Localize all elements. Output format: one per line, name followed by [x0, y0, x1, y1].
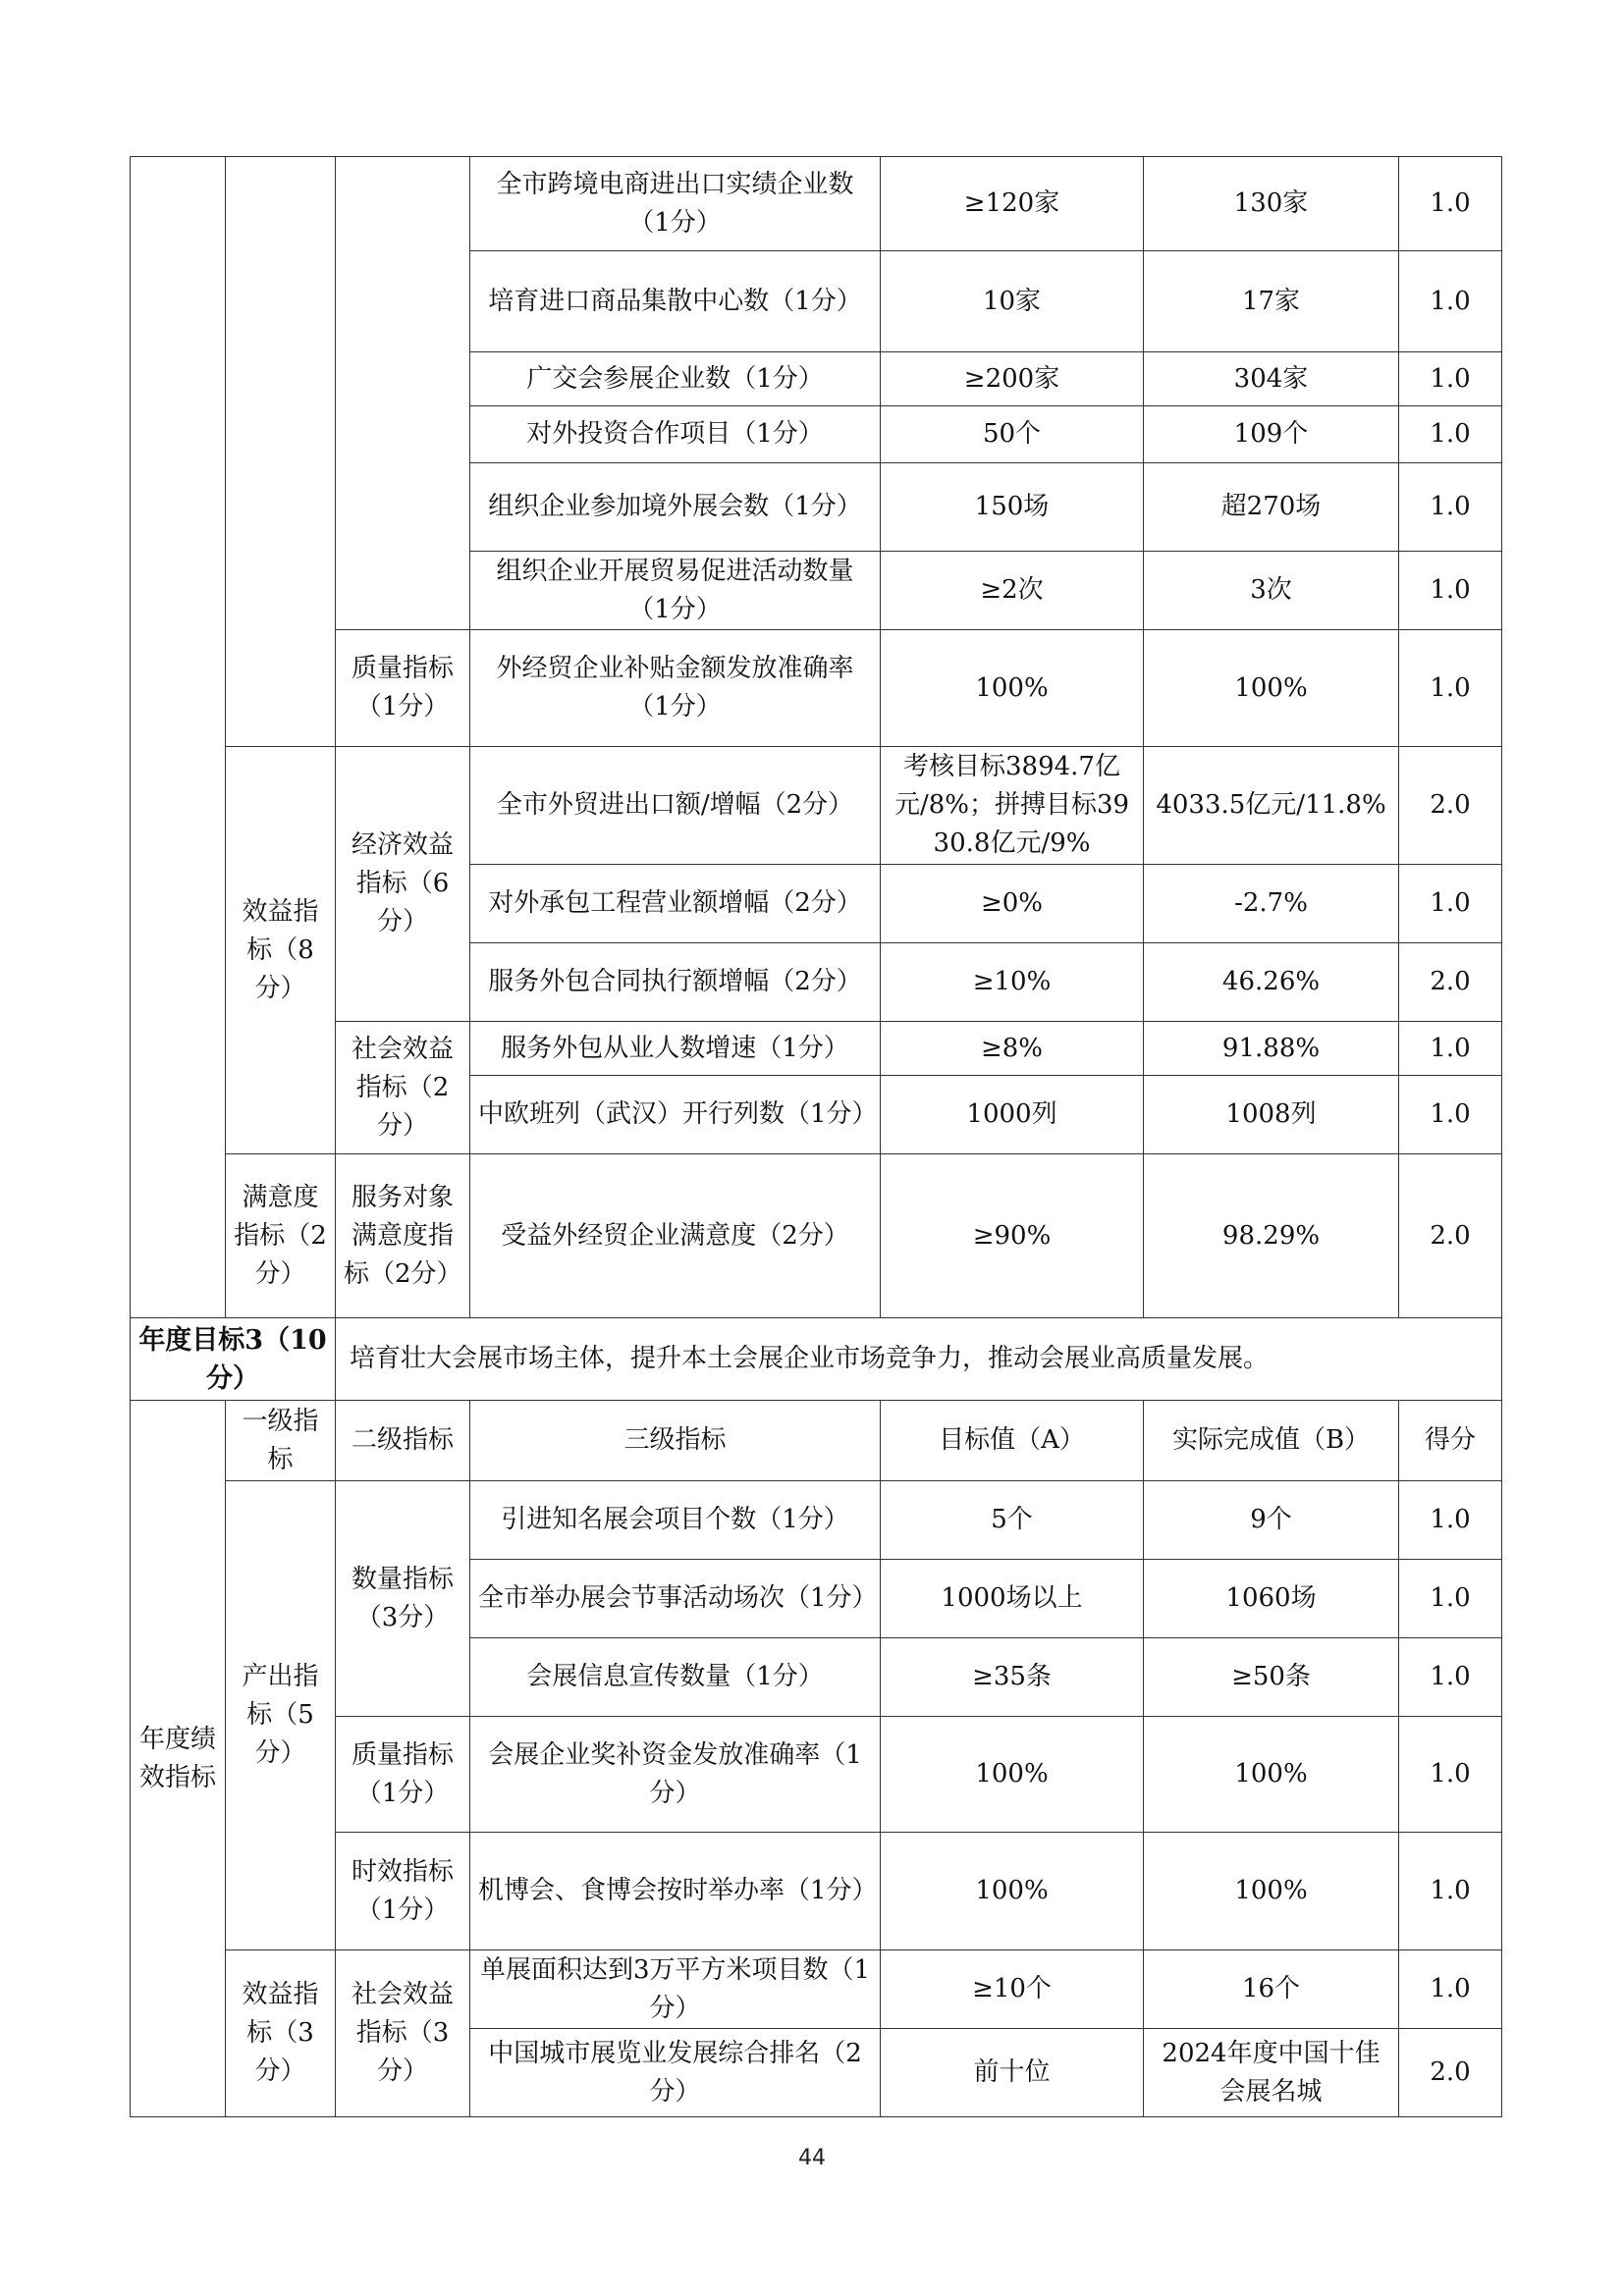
level3-indicator: 组织企业开展贸易促进活动数量（1分）	[470, 552, 881, 630]
level3-indicator: 广交会参展企业数（1分）	[470, 352, 881, 406]
target-value: 150场	[881, 463, 1144, 552]
score: 1.0	[1399, 157, 1502, 251]
actual-value: 1060场	[1144, 1560, 1399, 1638]
actual-value: 17家	[1144, 251, 1399, 352]
actual-value: 1008列	[1144, 1076, 1399, 1154]
table-row	[131, 157, 1502, 251]
level3-indicator: 全市举办展会节事活动场次（1分）	[470, 1560, 881, 1638]
level1-indicator: 效益指标（8分）	[226, 747, 336, 1154]
score: 1.0	[1399, 552, 1502, 630]
target-value: ≥10%	[881, 943, 1144, 1022]
target-value: 考核目标3894.7亿元/8%；拼搏目标3930.8亿元/9%	[881, 747, 1144, 865]
level3-indicator: 外经贸企业补贴金额发放准确率（1分）	[470, 630, 881, 747]
actual-value: 304家	[1144, 352, 1399, 406]
target-value: 50个	[881, 406, 1144, 463]
score: 1.0	[1399, 1076, 1502, 1154]
level3-indicator: 引进知名展会项目个数（1分）	[470, 1481, 881, 1560]
level3-indicator: 会展企业奖补资金发放准确率（1分）	[470, 1717, 881, 1833]
annual-goal-text: 培育壮大会展市场主体，提升本土会展企业市场竞争力，推动会展业高质量发展。	[336, 1318, 1502, 1401]
level2-indicator: 质量指标（1分）	[336, 630, 470, 747]
actual-value: 16个	[1144, 1950, 1399, 2029]
header-target: 目标值（A）	[881, 1401, 1144, 1481]
level2-indicator: 质量指标（1分）	[336, 1717, 470, 1833]
score: 1.0	[1399, 1950, 1502, 2029]
table-row	[131, 1833, 1502, 1950]
score: 1.0	[1399, 630, 1502, 747]
actual-value: 46.26%	[1144, 943, 1399, 1022]
score: 1.0	[1399, 1833, 1502, 1950]
target-value: 100%	[881, 1833, 1144, 1950]
score: 1.0	[1399, 352, 1502, 406]
level3-indicator: 全市外贸进出口额/增幅（2分）	[470, 747, 881, 865]
level1-indicator: 产出指标（5分）	[226, 1481, 336, 1950]
table-row	[131, 1481, 1502, 1560]
level3-indicator: 组织企业参加境外展会数（1分）	[470, 463, 881, 552]
actual-value: 130家	[1144, 157, 1399, 251]
annual-goal-label: 年度目标3（10分）	[131, 1318, 336, 1401]
level3-indicator: 对外投资合作项目（1分）	[470, 406, 881, 463]
score: 1.0	[1399, 1717, 1502, 1833]
level3-indicator: 中国城市展览业发展综合排名（2分）	[470, 2029, 881, 2117]
level2-indicator: 数量指标（3分）	[336, 1481, 470, 1717]
target-value: ≥90%	[881, 1154, 1144, 1318]
level3-indicator: 对外承包工程营业额增幅（2分）	[470, 865, 881, 943]
actual-value: 4033.5亿元/11.8%	[1144, 747, 1399, 865]
level2-indicator: 社会效益指标（3分）	[336, 1950, 470, 2117]
score: 2.0	[1399, 1154, 1502, 1318]
score: 2.0	[1399, 943, 1502, 1022]
score: 1.0	[1399, 251, 1502, 352]
level2-indicator: 时效指标（1分）	[336, 1833, 470, 1950]
actual-value: 109个	[1144, 406, 1399, 463]
score: 1.0	[1399, 1481, 1502, 1560]
actual-value: -2.7%	[1144, 865, 1399, 943]
level3-indicator: 单展面积达到3万平方米项目数（1分）	[470, 1950, 881, 2029]
actual-value: 3次	[1144, 552, 1399, 630]
target-value: ≥120家	[881, 157, 1144, 251]
level2-indicator: 社会效益指标（2分）	[336, 1022, 470, 1154]
header-level3: 三级指标	[470, 1401, 881, 1481]
level1-indicator: 效益指标（3分）	[226, 1950, 336, 2117]
performance-indicator-table	[130, 156, 1502, 2117]
header-actual: 实际完成值（B）	[1144, 1401, 1399, 1481]
actual-value: 100%	[1144, 1833, 1399, 1950]
table-row	[131, 1950, 1502, 2029]
table-row	[131, 1717, 1502, 1833]
score: 1.0	[1399, 1022, 1502, 1076]
actual-value: 超270场	[1144, 463, 1399, 552]
score: 1.0	[1399, 1560, 1502, 1638]
level3-indicator: 机博会、食博会按时举办率（1分）	[470, 1833, 881, 1950]
target-value: 5个	[881, 1481, 1144, 1560]
header-score: 得分	[1399, 1401, 1502, 1481]
level3-indicator: 服务外包从业人数增速（1分）	[470, 1022, 881, 1076]
table-row	[131, 1154, 1502, 1318]
score: 2.0	[1399, 747, 1502, 865]
target-value: 10家	[881, 251, 1144, 352]
level3-indicator: 培育进口商品集散中心数（1分）	[470, 251, 881, 352]
target-value: 前十位	[881, 2029, 1144, 2117]
level1-indicator: 满意度指标（2分）	[226, 1154, 336, 1318]
actual-value: 91.88%	[1144, 1022, 1399, 1076]
level3-indicator: 中欧班列（武汉）开行列数（1分）	[470, 1076, 881, 1154]
actual-value: 100%	[1144, 630, 1399, 747]
level3-indicator: 全市跨境电商进出口实绩企业数（1分）	[470, 157, 881, 251]
header-level2: 二级指标	[336, 1401, 470, 1481]
target-value: 100%	[881, 1717, 1144, 1833]
actual-value: ≥50条	[1144, 1638, 1399, 1717]
target-value: ≥10个	[881, 1950, 1144, 2029]
level3-indicator: 服务外包合同执行额增幅（2分）	[470, 943, 881, 1022]
score: 2.0	[1399, 2029, 1502, 2117]
level3-indicator: 受益外经贸企业满意度（2分）	[470, 1154, 881, 1318]
page-number: 44	[798, 2146, 826, 2170]
level3-indicator: 会展信息宣传数量（1分）	[470, 1638, 881, 1717]
annual-goal-row	[131, 1318, 1502, 1401]
level1-indicator-cell	[226, 157, 336, 747]
score: 1.0	[1399, 463, 1502, 552]
level2-indicator-cell	[336, 157, 470, 630]
actual-value: 100%	[1144, 1717, 1399, 1833]
actual-value: 2024年度中国十佳会展名城	[1144, 2029, 1399, 2117]
target-value: 1000列	[881, 1076, 1144, 1154]
score: 1.0	[1399, 1638, 1502, 1717]
target-value: ≥0%	[881, 865, 1144, 943]
score: 1.0	[1399, 865, 1502, 943]
actual-value: 9个	[1144, 1481, 1399, 1560]
table-header-row	[131, 1401, 1502, 1481]
target-value: ≥200家	[881, 352, 1144, 406]
score: 1.0	[1399, 406, 1502, 463]
target-value: 1000场以上	[881, 1560, 1144, 1638]
target-value: 100%	[881, 630, 1144, 747]
target-value: ≥35条	[881, 1638, 1144, 1717]
header-level1: 一级指标	[226, 1401, 336, 1481]
indicator-category-cell	[131, 157, 226, 1318]
level2-indicator: 经济效益指标（6分）	[336, 747, 470, 1022]
target-value: ≥2次	[881, 552, 1144, 630]
actual-value: 98.29%	[1144, 1154, 1399, 1318]
table-row	[131, 630, 1502, 747]
table-row	[131, 1022, 1502, 1076]
level2-indicator: 服务对象满意度指标（2分）	[336, 1154, 470, 1318]
target-value: ≥8%	[881, 1022, 1144, 1076]
table-row	[131, 747, 1502, 865]
performance-category: 年度绩效指标	[131, 1401, 226, 2117]
